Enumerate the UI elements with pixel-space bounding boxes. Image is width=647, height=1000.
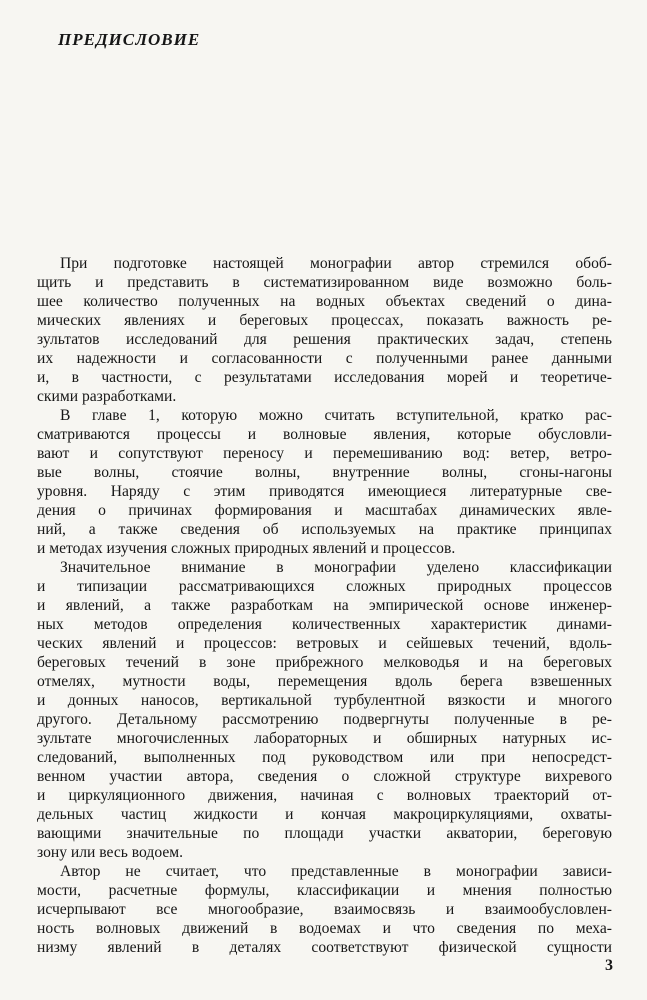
text-line: сматриваются процессы и волновые явления, которые обусловли- [37, 426, 612, 443]
text-line: зультате многочисленных лабораторных и обширных натурных ис- [37, 730, 612, 747]
text-line: Автор не считает, что представленные в монографии зависи- [60, 863, 612, 880]
text-line: В главе 1, которую можно считать вступительной, кратко рас- [60, 407, 612, 424]
text-line: другого. Детальному рассмотрению подвергнуты полученные в ре- [37, 711, 612, 728]
text-line: При подготовке настоящей монографии автор стремился обоб- [60, 255, 612, 272]
text-line: ных методов определения количественных характеристик динами- [37, 616, 612, 633]
text-line: вые волны, стоячие волны, внутренние волны, сгоны-нагоны [37, 464, 612, 481]
text-line: исчерпывают все многообразие, взаимосвязь и взаимообусловлен- [37, 901, 612, 918]
text-line: ний, а также сведения об используемых на практике принципах [37, 521, 612, 538]
text-line: вают и сопутствуют переносу и перемешиванию вод: ветер, ветро- [37, 445, 612, 462]
text-line: ность волновых движений в водоемах и что сведения по меха- [37, 920, 612, 937]
text-line: уровня. Наряду с этим приводятся имеющиеся литературные све- [37, 483, 612, 500]
text-line: зультатов исследований для решения практических задач, степень [37, 331, 612, 348]
text-line: скими разработками. [37, 388, 177, 405]
text-line: следований, выполненных под руководством или при непосредст- [37, 749, 612, 766]
text-line: их надежности и согласованности с полученными ранее данными [37, 350, 612, 367]
text-line: отмелях, мутности воды, перемещения вдоль берега взвешенных [37, 673, 612, 690]
page-title: ПРЕДИСЛОВИЕ [58, 30, 201, 49]
text-line: и типизации рассматривающихся сложных природных процессов [37, 578, 612, 595]
text-line: и циркуляционного движения, начиная с волновых траекторий от- [37, 787, 612, 804]
text-line: венном участии автора, сведения о сложной структуре вихревого [37, 768, 612, 785]
text-line: и донных наносов, вертикальной турбулентной вязкости и многого [37, 692, 612, 709]
text-line: мических явлениях и береговых процессах, показать важность ре- [37, 312, 612, 329]
text-line: мости, расчетные формулы, классификации и мнения полностью [37, 882, 612, 899]
text-line: щить и представить в систематизированном виде возможно боль- [37, 274, 612, 291]
text-line: и, в частности, с результатами исследования морей и теоретиче- [37, 369, 612, 386]
text-line: вающими значительные по площади участки акватории, береговую [37, 825, 612, 842]
text-line: шее количество полученных на водных объектах сведений о дина- [37, 293, 612, 310]
text-line: и методах изучения сложных природных явлений и процессов. [37, 540, 456, 557]
text-line: береговых течений в зоне прибрежного мелководья и на береговых [37, 654, 612, 671]
page-number: 3 [605, 957, 613, 974]
text-line: и явлений, а также разработкам на эмпирической основе инженер- [37, 597, 612, 614]
text-line: ческих явлений и процессов: ветровых и сейшевых течений, вдоль- [37, 635, 612, 652]
text-line: Значительное внимание в монографии уделено классификации [60, 559, 612, 576]
text-line: дения о причинах формирования и масштабах динамических явле- [37, 502, 612, 519]
body-text [37, 254, 612, 957]
text-line: низму явлений в деталях соответствуют физической сущности [37, 939, 612, 956]
text-line: зону или весь водоем. [37, 844, 184, 861]
text-line: дельных частиц жидкости и кончая макроциркуляциями, охваты- [37, 806, 612, 823]
